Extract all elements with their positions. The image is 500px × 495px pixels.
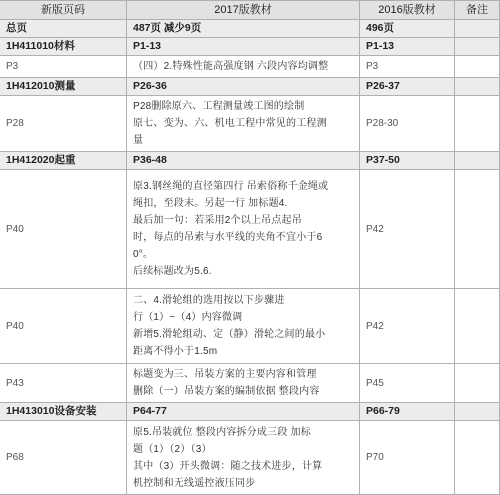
new-page-cell: P28: [0, 96, 127, 152]
section-row: [0, 78, 500, 96]
remarks-cell: [455, 96, 500, 152]
edition-2017-cell: [127, 170, 360, 289]
remarks-cell: [455, 403, 500, 421]
edition-2017-cell: [127, 289, 360, 364]
header-2016-edition: 2016版教材: [360, 1, 455, 20]
remarks-cell: [455, 78, 500, 96]
section-row: [0, 38, 500, 56]
remarks-cell: [455, 56, 500, 78]
content-line: 绳扣，至段末。另起一行 加标题4.: [133, 198, 288, 209]
edition-2016-cell: P26-37: [360, 78, 455, 96]
content-line: 0°。: [133, 249, 154, 260]
content-line: 其中（3）开头微调：随之技术进步，计算: [133, 460, 323, 472]
edition-2016-cell: P37-50: [360, 152, 455, 170]
content-line: （四）2.特殊性能高强度钢 六段内容均调整: [133, 61, 329, 72]
content-line: 新增5.滑轮组动、定（静）滑轮之间的最小: [133, 329, 326, 340]
edition-2017-cell: P36-48: [127, 152, 360, 170]
header-row: [0, 1, 500, 20]
edition-2017-cell: P64-77: [127, 403, 360, 421]
edition-2016-cell: P45: [360, 364, 455, 403]
new-page-cell: 1H411010材料: [0, 38, 127, 56]
header-remarks: 备注: [455, 1, 500, 20]
content-line: 行（1）~（4）内容微调: [133, 312, 243, 323]
content-line: 机控制和无线遥控液压同步: [133, 477, 256, 489]
edition-2016-cell: P42: [360, 289, 455, 364]
new-page-cell: 1H413010设备安装: [0, 403, 127, 421]
edition-2016-cell: 496页: [360, 20, 455, 38]
content-line: 题（1）（2）（3）: [133, 443, 212, 455]
content-line: 原5.吊装就位 整段内容拆分成三段 加标: [133, 426, 311, 438]
table-row: [0, 364, 500, 403]
edition-2016-cell: P1-13: [360, 38, 455, 56]
new-page-cell: P40: [0, 289, 127, 364]
table-row: [0, 56, 500, 78]
remarks-cell: [455, 20, 500, 38]
content-line: 时，每点的吊索与水平线的夹角不宜小于6: [133, 232, 323, 243]
table-body: [0, 1, 500, 495]
edition-2016-cell: P28-30: [360, 96, 455, 152]
edition-2016-cell: P70: [360, 421, 455, 495]
section-row: [0, 20, 500, 38]
remarks-cell: [455, 152, 500, 170]
edition-2016-cell: P3: [360, 56, 455, 78]
remarks-cell: [455, 421, 500, 495]
new-page-cell: P43: [0, 364, 127, 403]
section-row: [0, 152, 500, 170]
edition-2017-cell: [127, 421, 360, 495]
content-line: 后续标题改为5.6.: [133, 266, 212, 277]
remarks-cell: [455, 289, 500, 364]
new-page-cell: 1H412020起重: [0, 152, 127, 170]
edition-2016-cell: P66-79: [360, 403, 455, 421]
new-page-cell: P40: [0, 170, 127, 289]
edition-2017-cell: [127, 96, 360, 152]
edition-2017-cell: P26-36: [127, 78, 360, 96]
new-page-cell: P3: [0, 56, 127, 78]
table-row: [0, 170, 500, 289]
edition-2017-cell: [127, 364, 360, 403]
remarks-cell: [455, 170, 500, 289]
content-line: 标题变为三、吊装方案的主要内容和管理: [133, 369, 317, 380]
new-page-cell: 总页: [0, 20, 127, 38]
content-line: 原3.钢丝绳的直径第四行 吊索俗称千金绳或: [133, 181, 329, 192]
content-line: 最后加一句：若采用2个以上吊点起吊: [133, 215, 302, 226]
content-line: 量: [133, 135, 144, 146]
table-row: [0, 96, 500, 152]
new-page-cell: P68: [0, 421, 127, 495]
remarks-cell: [455, 38, 500, 56]
edition-2016-cell: P42: [360, 170, 455, 289]
edition-2017-cell: 487页 减少9页: [127, 20, 360, 38]
header-2017-edition: 2017版教材: [127, 1, 360, 20]
new-page-cell: 1H412010测量: [0, 78, 127, 96]
content-line: 删除（一）吊装方案的编制依据 整段内容: [133, 386, 320, 397]
table-row: [0, 421, 500, 495]
remarks-cell: [455, 364, 500, 403]
section-row: [0, 403, 500, 421]
content-line: 距离不得小于1.5m: [133, 346, 218, 357]
table-row: [0, 289, 500, 364]
content-line: 原七、变为、六、机电工程中常见的工程测: [133, 118, 327, 129]
content-line: P28删除原六、工程测量竣工图的绘制: [133, 101, 305, 112]
content-line: 二、4.滑轮组的选用按以下步骤进: [133, 295, 285, 306]
header-new-page: 新版页码: [0, 1, 127, 20]
edition-2017-cell: [127, 56, 360, 78]
edition-2017-cell: P1-13: [127, 38, 360, 56]
